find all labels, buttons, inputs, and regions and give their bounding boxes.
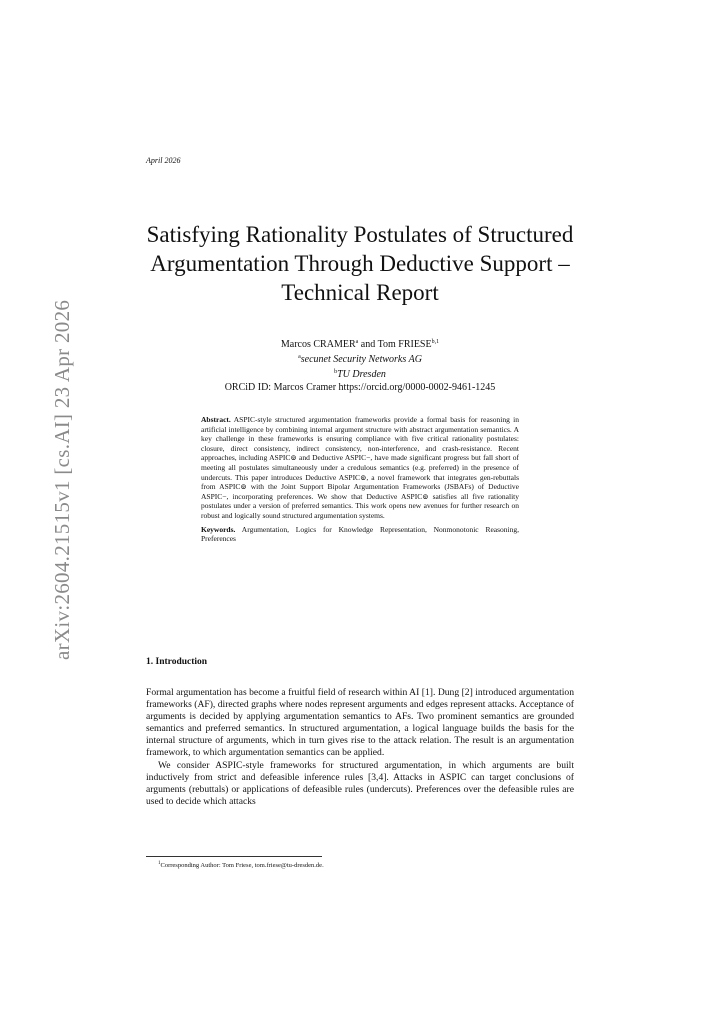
- section-heading: [146, 657, 207, 667]
- abstract-text: ASPIC-style structured argumentation frameworks provide a formal basis for reasoning in artificial intelligence by combining internal argument structure with abstract argumentation semantics. A key challenge in these frameworks is ensuring compliance with five critical rationality postulates: closure, direct consistency, indirect consistency, non-interference, and crash-resistance. Recent approaches, including ASPIC⊚ and Deductive ASPIC−, have made significant progress but fall short of meeting all postulates simultaneously under a credulous semantics (e.g. preferred) in the presence of undercuts. This paper introduces Deductive ASPIC⊚, a novel framework that integrates gen-rebuttals from ASPIC⊚ with the Joint Support Bipolar Argumentation Frameworks (JSBAFs) of Deductive ASPIC−, incorporating preferences. We show that Deductive ASPIC⊚ satisfies all five rationality postulates under a version of preferred semantics. This work opens new avenues for further research on robust and logically sound structured argumentation systems.: [201, 415, 519, 520]
- footnote: [158, 861, 324, 869]
- arxiv-stamp-text: arXiv:2604.21515v1 [cs.AI] 23 Apr 2026: [50, 299, 74, 660]
- section-number: 1.: [146, 657, 154, 667]
- keywords-text: Argumentation, Logics for Knowledge Representation, Nonmonotonic Reasoning, Preferences: [201, 524, 519, 544]
- author-b-name: Tom FRIESE: [377, 339, 432, 350]
- body-text: [146, 687, 574, 808]
- affiliation-a: [146, 351, 574, 366]
- footnote-sup: 1: [158, 861, 161, 866]
- footnote-text: Corresponding Author: Tom Friese, tom.friese@tu-dresden.de.: [160, 862, 324, 869]
- affiliation-b-name: TU Dresden: [337, 369, 386, 380]
- paragraph-1: Formal argumentation has become a fruitful field of research within AI [1]. Dung [2] introduced argumentation frameworks (AF), directed graphs where nodes represent arguments and edges represent attacks. Acceptance of arguments is decided by applying argumentation semantics to AFs. Two prominent semantics are grounded semantics and preferred semantics. In structured argumentation, a logical language builds the basis for the internal structure of arguments, which in turn gives rise to the attack relation. The result is an argumentation framework, to which argumentation semantics can be applied.: [146, 687, 574, 759]
- paragraph-2: We consider ASPIC-style frameworks for structured argumentation, in which arguments are built inductively from strict and defeasible inference rules [3,4]. Attacks in ASPIC can target conclusions of arguments (rebuttals) or applications of defeasible rules (undercuts). Preferences over the defeasible rules are used to decide which attacks: [146, 759, 574, 807]
- keywords: [201, 525, 519, 544]
- author-a-name: Marcos CRAMER: [280, 339, 356, 350]
- abstract-label: Abstract.: [201, 415, 231, 424]
- abstract: [201, 415, 519, 544]
- author-line: [146, 336, 574, 351]
- affiliation-a-name: secunet Security Networks AG: [300, 354, 422, 365]
- affiliation-a-sup: a: [298, 354, 301, 360]
- author-b-sup: b,1: [431, 339, 440, 345]
- author-a-sup: a: [355, 339, 359, 345]
- author-block: [146, 336, 574, 394]
- paper-title: Satisfying Rationality Postulates of Structured Argumentation Through Deductive Support – Technical Report: [146, 222, 574, 305]
- author-and: and: [360, 339, 376, 350]
- abstract-body: [201, 415, 519, 521]
- section-title: Introduction: [155, 657, 208, 667]
- keywords-label: Keywords.: [201, 524, 236, 534]
- publication-date: April 2026: [146, 156, 181, 165]
- affiliation-b: [146, 366, 574, 381]
- orcid-line: ORCiD ID: Marcos Cramer https://orcid.org/0000-0002-9461-1245: [224, 382, 496, 393]
- arxiv-stamp: [16, 299, 74, 660]
- footnote-divider: [146, 856, 322, 857]
- affiliation-b-sup: b: [334, 369, 338, 375]
